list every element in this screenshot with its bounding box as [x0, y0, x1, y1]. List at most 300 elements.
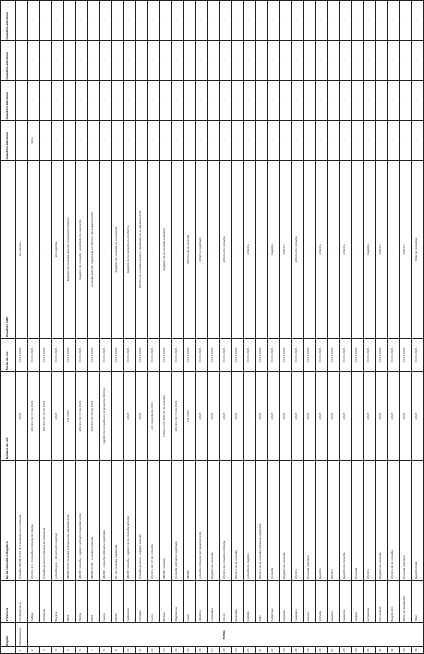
cell-q1: Informe de la consulta	[184, 160, 196, 338]
cell-consultation: ABCDE consulta - registro ordinario departamental	[76, 460, 88, 580]
cell-q1: Informe	[316, 160, 328, 338]
cell-q2: -	[316, 121, 328, 161]
cell-q1: -	[328, 160, 340, 338]
cell-q4: -	[16, 41, 28, 81]
cell-consultation: Registro de consulta	[280, 460, 292, 580]
cell-q4: -	[220, 41, 232, 81]
cell-reference: -	[112, 371, 124, 460]
cell-q1: sin registrar	[52, 160, 64, 338]
row-number: 33	[400, 647, 412, 654]
cell-date: 01.11.2021	[388, 338, 400, 371]
cell-reference: 2021	[316, 371, 328, 460]
header-row	[1, 1, 16, 654]
table-row	[268, 1, 280, 654]
cell-q2: -	[388, 121, 400, 161]
cell-reference: 2021	[208, 371, 220, 460]
cell-q2: -	[352, 121, 364, 161]
cell-q5: -	[328, 1, 340, 41]
row-number: 14	[172, 647, 184, 654]
cell-q3: -	[232, 81, 244, 121]
cell-q4: -	[76, 41, 88, 81]
cell-date: 01.11.2021	[40, 338, 52, 371]
cell-date: 01.11.2021	[280, 338, 292, 371]
cell-consultation: Informe de la consulta ordinaria registrada	[256, 460, 268, 580]
cell-date: 01.11.2021	[148, 338, 160, 371]
cell-consultation: Informe de la consulta	[232, 460, 244, 580]
cell-q4: -	[304, 41, 316, 81]
cell-q4: -	[40, 41, 52, 81]
cell-consultation: Registro de consulta	[376, 460, 388, 580]
cell-q1: -	[28, 160, 40, 338]
row-number: 18	[220, 647, 232, 654]
cell-province: Risaralda	[232, 580, 244, 622]
cell-q4: -	[52, 41, 64, 81]
cell-q2: -	[88, 121, 100, 161]
cell-q3: -	[328, 81, 340, 121]
row-number: 9	[112, 647, 124, 654]
cell-date: 01.11.2021	[16, 338, 28, 371]
cell-consultation: ABCDE 0007 consulta ordinaria del departamento	[64, 460, 76, 580]
cell-reference: registro de consulta en el presente informe	[100, 371, 112, 460]
cell-q1: Informe	[280, 160, 292, 338]
cell-q1: -	[304, 160, 316, 338]
table-body	[16, 1, 424, 654]
cell-consultation: Informe ref. 07 de consulta	[148, 460, 160, 580]
cell-reference: 2021	[124, 371, 136, 460]
header-question-3: Questión adicional	[1, 81, 16, 121]
cell-q4: -	[376, 41, 388, 81]
cell-province: Cauca	[100, 580, 112, 622]
cell-q3: -	[256, 81, 268, 121]
cell-province: Bogotá D.C.	[388, 580, 400, 622]
cell-q1: Registro de consulta - pendiente de resolución	[76, 160, 88, 338]
cell-consultation: consulta de registro	[244, 460, 256, 580]
cell-reference: -	[244, 371, 256, 460]
row-number: 27	[328, 647, 340, 654]
cell-date: 01.11.2021	[256, 338, 268, 371]
row-number: 25	[304, 647, 316, 654]
table-row	[52, 1, 64, 654]
cell-consultation: ABCDE - consulta ordinaria registrada	[100, 460, 112, 580]
cell-consultation: consulta ordinaria del departamento	[196, 460, 208, 580]
cell-date: 01.11.2021	[184, 338, 196, 371]
row-number: 1	[16, 647, 28, 654]
cell-q3: -	[64, 81, 76, 121]
cell-q3: -	[184, 81, 196, 121]
cell-q4: -	[412, 41, 424, 81]
cell-q4: -	[352, 41, 364, 81]
cell-q4: -	[64, 41, 76, 81]
table-row	[100, 1, 112, 654]
region-subheader: Subdivisiones	[16, 622, 28, 646]
cell-consultation: consulta general ordinaria de Antioquia	[40, 460, 52, 580]
table-row	[136, 1, 148, 654]
cell-q3: -	[112, 81, 124, 121]
cell-q2: -	[100, 121, 112, 161]
table-row	[232, 1, 244, 654]
cell-q1: Informe de consulta	[292, 160, 304, 338]
cell-q3: -	[16, 81, 28, 121]
cell-consultation: Informe	[364, 460, 376, 580]
cell-consultation: Consulta	[268, 460, 280, 580]
cell-q1: consulta anterior registrada en informe del departamento	[88, 160, 100, 338]
cell-q3: -	[208, 81, 220, 121]
cell-q2: -	[160, 121, 172, 161]
cell-province: Magdalena	[172, 580, 184, 622]
cell-province: Vaupés	[352, 580, 364, 622]
cell-q5: -	[64, 1, 76, 41]
cell-q4: -	[256, 41, 268, 81]
table-row	[388, 1, 400, 654]
cell-q3: -	[340, 81, 352, 121]
table-row	[220, 1, 232, 654]
cell-province: San Andrés	[376, 580, 388, 622]
cell-q1: Registro	[268, 160, 280, 338]
cell-q5: -	[196, 1, 208, 41]
cell-q5: -	[376, 1, 388, 41]
cell-q5: -	[400, 1, 412, 41]
cell-consultation: Informe de consulta ordinaria	[220, 460, 232, 580]
row-number: 31	[376, 647, 388, 654]
row-number: 28	[340, 647, 352, 654]
row-number: 30	[364, 647, 376, 654]
cell-q1: Informe	[400, 160, 412, 338]
cell-q5: -	[28, 1, 40, 41]
cell-reference: 2021	[388, 371, 400, 460]
row-number: 24	[292, 647, 304, 654]
cell-q3: -	[304, 81, 316, 121]
cell-q4: -	[208, 41, 220, 81]
cell-q1: Registro	[364, 160, 376, 338]
cell-province: Putumayo	[268, 580, 280, 622]
cell-province: Arauca	[304, 580, 316, 622]
cell-q1: Informe	[340, 160, 352, 338]
cell-date: 01.11.2021	[244, 338, 256, 371]
cell-q5: -	[412, 1, 424, 41]
cell-q1: -	[172, 160, 184, 338]
cell-q3: -	[376, 81, 388, 121]
cell-province: Cesar	[184, 580, 196, 622]
cell-date: 01.11.2021	[64, 338, 76, 371]
cell-reference: Informe ref. 07 de 2021	[28, 371, 40, 460]
cell-province: Tolima	[76, 580, 88, 622]
row-number: 21	[256, 647, 268, 654]
cell-q2: -	[304, 121, 316, 161]
cell-consultation: ABCDE	[184, 460, 196, 580]
cell-reference: 2021	[268, 371, 280, 460]
cell-province: Guainía	[328, 580, 340, 622]
cell-q2: -	[148, 121, 160, 161]
cell-q2: -	[364, 121, 376, 161]
cell-province: Quindío	[244, 580, 256, 622]
cell-reference: ref. 2021	[184, 371, 196, 460]
cell-q5: -	[304, 1, 316, 41]
cell-q2: -	[136, 121, 148, 161]
cell-date: 01.11.2021	[340, 338, 352, 371]
cell-q4: -	[268, 41, 280, 81]
cell-q2: -	[268, 121, 280, 161]
cell-province: Nariño	[112, 580, 124, 622]
row-number: 23	[280, 647, 292, 654]
cell-q3: -	[196, 81, 208, 121]
cell-date: 01.11.2021	[160, 338, 172, 371]
header-date: Fecha de rec.	[1, 338, 16, 371]
row-number: 22	[268, 647, 280, 654]
cell-province: Bolívar	[160, 580, 172, 622]
cell-province: Boyacá	[52, 580, 64, 622]
cell-q1: -	[388, 160, 400, 338]
cell-q5: -	[244, 1, 256, 41]
cell-province: Atlántico	[196, 580, 208, 622]
cell-q5: -	[172, 1, 184, 41]
cell-q3: -	[136, 81, 148, 121]
cell-province: Norte de Santander	[400, 580, 412, 622]
cell-q4: -	[232, 41, 244, 81]
cell-reference: informe ref. 09 de 2021	[88, 371, 100, 460]
cell-reference: 2021	[340, 371, 352, 460]
cell-date: 01.11.2021	[352, 338, 364, 371]
cell-q5: -	[112, 1, 124, 41]
row-number: 11	[136, 647, 148, 654]
cell-q2: -	[40, 121, 52, 161]
cell-reference: 2021	[256, 371, 268, 460]
cell-date: 01.11.2021	[292, 338, 304, 371]
cell-consultation: consulta general - registro anterior	[136, 460, 148, 580]
row-number: 32	[388, 647, 400, 654]
cell-consultation: Registro total	[412, 460, 424, 580]
cell-reference: Informe ref. 01 de 2021	[172, 371, 184, 460]
header-num	[1, 647, 16, 654]
row-number: 34	[412, 647, 424, 654]
cell-province: Guaviare	[340, 580, 352, 622]
header-region: Región	[1, 622, 16, 646]
cell-q5: -	[352, 1, 364, 41]
table-row	[16, 1, 28, 654]
cell-q2: -	[196, 121, 208, 161]
cell-reference: Informe ref. 12 de 2021	[40, 371, 52, 460]
cell-date: 01.11.2021	[136, 338, 148, 371]
cell-q3: -	[388, 81, 400, 121]
cell-date: 01.11.2021	[208, 338, 220, 371]
cell-q1: -	[208, 160, 220, 338]
cell-q3: -	[268, 81, 280, 121]
cell-q2: -	[172, 121, 184, 161]
cell-q2: -	[256, 121, 268, 161]
row-number: 10	[124, 647, 136, 654]
row-number: 6	[76, 647, 88, 654]
cell-date: 01.11.2021	[268, 338, 280, 371]
cell-q2: -	[280, 121, 292, 161]
row-number: 15	[184, 647, 196, 654]
cell-consultation: consulta ABCDE 0001 de Cundinamarca ordinaria	[16, 460, 28, 580]
cell-q1: -	[148, 160, 160, 338]
cell-reference: 2021	[376, 371, 388, 460]
cell-consultation: Consulta ordinaria registrada	[172, 460, 184, 580]
cell-reference: 2021	[400, 371, 412, 460]
cell-reference: 2021	[136, 371, 148, 460]
row-number: 2	[28, 647, 40, 654]
cell-q1: -	[40, 160, 52, 338]
cell-date: 01.11.2021	[88, 338, 100, 371]
header-consultation: No de consulta o Registro	[1, 460, 16, 580]
cell-q5: -	[136, 1, 148, 41]
cell-province: Córdoba	[136, 580, 148, 622]
cell-q2: -	[52, 121, 64, 161]
region-name: TOTAL	[28, 622, 424, 646]
cell-province: Caquetá	[280, 580, 292, 622]
cell-q2: -	[220, 121, 232, 161]
cell-q5: -	[340, 1, 352, 41]
table-row	[112, 1, 124, 654]
table-row	[376, 1, 388, 654]
cell-q2: -	[184, 121, 196, 161]
cell-q5: -	[208, 1, 220, 41]
cell-date: 01.11.2021	[172, 338, 184, 371]
cell-q2: -	[244, 121, 256, 161]
table-row	[280, 1, 292, 654]
cell-consultation: No. de consulta registrada	[112, 460, 124, 580]
cell-consultation: Informe	[328, 460, 340, 580]
cell-province: Chocó	[220, 580, 232, 622]
cell-q1: Registro de la consulta ordinaria	[160, 160, 172, 338]
cell-date: 01.11.2021	[124, 338, 136, 371]
cell-q1: Registro de la consulta en el informe	[124, 160, 136, 338]
cell-province: Sucre	[148, 580, 160, 622]
cell-date: 01.11.2021	[100, 338, 112, 371]
cell-q5: -	[100, 1, 112, 41]
cell-q4: -	[280, 41, 292, 81]
table-row	[28, 1, 40, 654]
cell-date: 01.11.2021	[400, 338, 412, 371]
table-row	[256, 1, 268, 654]
cell-q5: -	[220, 1, 232, 41]
table-row	[160, 1, 172, 654]
cell-q4: -	[340, 41, 352, 81]
table-row	[352, 1, 364, 654]
cell-date: 01.11.2021	[364, 338, 376, 371]
header-question-main: Questión (XB)	[1, 160, 16, 338]
cell-reference: 2021	[412, 371, 424, 460]
row-number: 13	[160, 647, 172, 654]
cell-consultation: Registro de consulta	[208, 460, 220, 580]
table-row	[364, 1, 376, 654]
cell-q5: -	[148, 1, 160, 41]
cell-q5: -	[388, 1, 400, 41]
cell-consultation: Informe de la consulta	[388, 460, 400, 580]
row-number: 29	[352, 647, 364, 654]
cell-q4: -	[160, 41, 172, 81]
cell-consultation: ABCDE consulta - registro de la consulta anterior	[124, 460, 136, 580]
cell-q4: -	[136, 41, 148, 81]
cell-q5: -	[268, 1, 280, 41]
cell-q2: -	[76, 121, 88, 161]
cell-q4: -	[292, 41, 304, 81]
cell-q2: -	[328, 121, 340, 161]
cell-q1: Registro de consulta en el presente	[112, 160, 124, 338]
row-number: 4	[52, 647, 64, 654]
cell-q2: -	[340, 121, 352, 161]
cell-q4: -	[364, 41, 376, 81]
table-row	[64, 1, 76, 654]
cell-q5: -	[16, 1, 28, 41]
cell-q1: sin valores	[16, 160, 28, 338]
table-row	[292, 1, 304, 654]
row-number: 20	[244, 647, 256, 654]
cell-q5: -	[88, 1, 100, 41]
cell-province: La Guajira	[208, 580, 220, 622]
cell-reference: 2021	[232, 371, 244, 460]
cell-q3: -	[172, 81, 184, 121]
cell-province: Vichada	[316, 580, 328, 622]
cell-q4: -	[28, 41, 40, 81]
cell-q3: -	[220, 81, 232, 121]
cell-province: Santander	[124, 580, 136, 622]
row-number: 5	[64, 647, 76, 654]
cell-q1: Informe registrado	[196, 160, 208, 338]
cell-q1: -	[256, 160, 268, 338]
header-question-4: Questión adicional	[1, 41, 16, 81]
header-reference: Número de ref.	[1, 371, 16, 460]
cell-q1: -	[232, 160, 244, 338]
cell-q1: Registro de consulta anterior al presente informe	[64, 160, 76, 338]
table-row	[412, 1, 424, 654]
cell-consultation: Informe	[292, 460, 304, 580]
cell-province: Amazonas	[364, 580, 376, 622]
cell-q5: -	[76, 1, 88, 41]
cell-q3: -	[88, 81, 100, 121]
cell-date: 01.11.2021	[220, 338, 232, 371]
cell-q4: -	[196, 41, 208, 81]
cell-province: Valle	[256, 580, 268, 622]
cell-q4: -	[88, 41, 100, 81]
cell-date: 01.11.2021	[112, 338, 124, 371]
cell-q1: Informe de consulta	[220, 160, 232, 338]
cell-q4: -	[400, 41, 412, 81]
cell-q4: -	[316, 41, 328, 81]
row-number: 17	[208, 647, 220, 654]
table-row	[400, 1, 412, 654]
cell-q3: -	[160, 81, 172, 121]
cell-q1: Informe	[244, 160, 256, 338]
row-number: 7	[88, 647, 100, 654]
table-row	[208, 1, 220, 654]
cell-q3: -	[244, 81, 256, 121]
cell-q4: -	[388, 41, 400, 81]
cell-date: 01.11.2021	[52, 338, 64, 371]
cell-q2: -	[64, 121, 76, 161]
cell-date: 01.11.2021	[376, 338, 388, 371]
cell-q3: -	[52, 81, 64, 121]
table-row	[172, 1, 184, 654]
table-row	[124, 1, 136, 654]
cell-reference: -	[352, 371, 364, 460]
cell-q5: -	[160, 1, 172, 41]
cell-q5: -	[232, 1, 244, 41]
cell-reference: 2021	[16, 371, 28, 460]
cell-province: Huila	[64, 580, 76, 622]
cell-q4: -	[184, 41, 196, 81]
header-question-5: Questión adicional	[1, 1, 16, 41]
cell-consultation: ABCDE 0009 - consulta ordinaria	[88, 460, 100, 580]
cell-province: Cundinamarca	[16, 580, 28, 622]
row-number: 12	[148, 647, 160, 654]
cell-reference: 2021	[328, 371, 340, 460]
cell-consultation: informe 2.1 - Consulta ordinaria de Caldas	[28, 460, 40, 580]
cell-q3: -	[352, 81, 364, 121]
table-row	[340, 1, 352, 654]
cell-consultation: ABCDE consulta	[160, 460, 172, 580]
table-row	[328, 1, 340, 654]
